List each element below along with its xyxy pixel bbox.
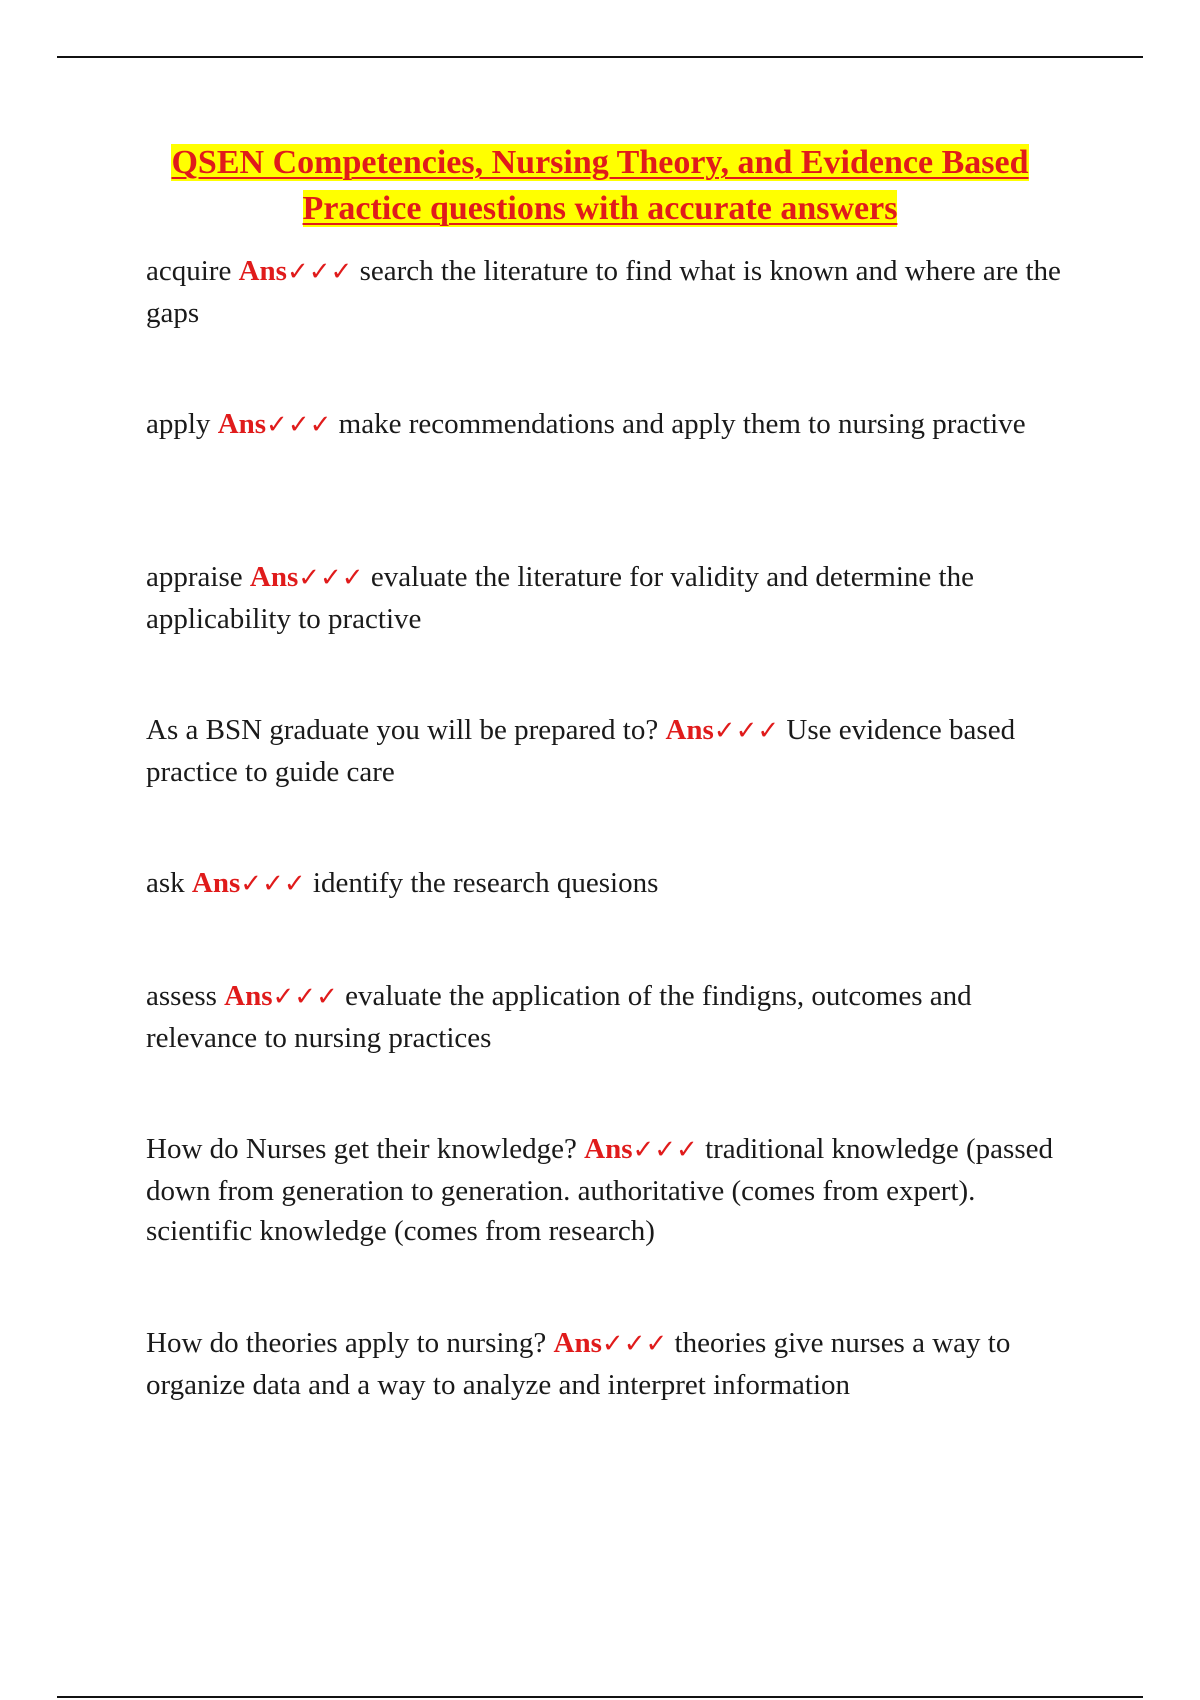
- checkmarks-icon: ✓✓✓: [272, 982, 338, 1012]
- checkmarks-icon: ✓✓✓: [298, 563, 364, 593]
- answer-marker: Ans: [238, 255, 287, 287]
- qa-item-ask: [146, 863, 1086, 905]
- checkmarks-icon: ✓✓✓: [713, 716, 780, 746]
- answer-text: theories give nurses a way to organize data and a way to analyze and interpret information: [146, 1327, 1011, 1401]
- question-text: How do theories apply to nursing?: [146, 1327, 547, 1359]
- qa-item-assess: [146, 976, 1086, 1058]
- answer-marker: Ans: [665, 714, 714, 746]
- qa-item-acquire: [146, 251, 1086, 333]
- answer-marker: Ans: [224, 980, 273, 1012]
- document-title: [100, 140, 1100, 232]
- answer-text: traditional knowledge (passed down from generation to generation. authoritative (comes from expert). scientific knowledge (comes from research): [146, 1133, 1053, 1247]
- answer-marker: Ans: [191, 867, 241, 899]
- answer-marker: Ans: [249, 561, 299, 593]
- question-text: apply: [146, 408, 211, 440]
- qa-item-theories-nursing: [146, 1323, 1086, 1405]
- question-text: appraise: [146, 561, 243, 593]
- answer-marker: Ans: [584, 1133, 633, 1165]
- question-text: As a BSN graduate you will be prepared to?: [146, 714, 659, 746]
- checkmarks-icon: ✓✓✓: [240, 869, 306, 899]
- answer-text: search the literature to find what is known and where are the gaps: [146, 255, 1061, 329]
- top-rule: [57, 56, 1143, 58]
- qa-item-bsn-graduate: [146, 710, 1086, 792]
- answer-text: evaluate the literature for validity and determine the applicability to practive: [146, 561, 974, 635]
- question-text: acquire: [146, 255, 232, 287]
- checkmarks-icon: ✓✓✓: [601, 1329, 668, 1359]
- answer-text: identify the research quesions: [312, 867, 659, 899]
- title-line-2: Practice questions with accurate answers: [302, 190, 898, 227]
- qa-item-apply: [146, 404, 1086, 446]
- checkmarks-icon: ✓✓✓: [632, 1135, 698, 1165]
- answer-marker: Ans: [553, 1327, 602, 1359]
- answer-text: make recommendations and apply them to nursing practive: [338, 408, 1026, 440]
- checkmarks-icon: ✓✓✓: [286, 257, 353, 287]
- question-text: How do Nurses get their knowledge?: [146, 1133, 577, 1165]
- answer-text: Use evidence based practice to guide care: [146, 714, 1016, 788]
- qa-item-appraise: [146, 557, 1086, 639]
- question-text: ask: [146, 867, 185, 899]
- checkmarks-icon: ✓✓✓: [266, 410, 332, 440]
- question-text: assess: [146, 980, 217, 1012]
- bottom-rule: [57, 1696, 1143, 1698]
- title-line-1: QSEN Competencies, Nursing Theory, and Evidence Based: [171, 144, 1029, 181]
- answer-text: evaluate the application of the findigns, outcomes and relevance to nursing practices: [146, 980, 972, 1054]
- qa-item-nurses-knowledge: [146, 1129, 1086, 1252]
- answer-marker: Ans: [217, 408, 267, 440]
